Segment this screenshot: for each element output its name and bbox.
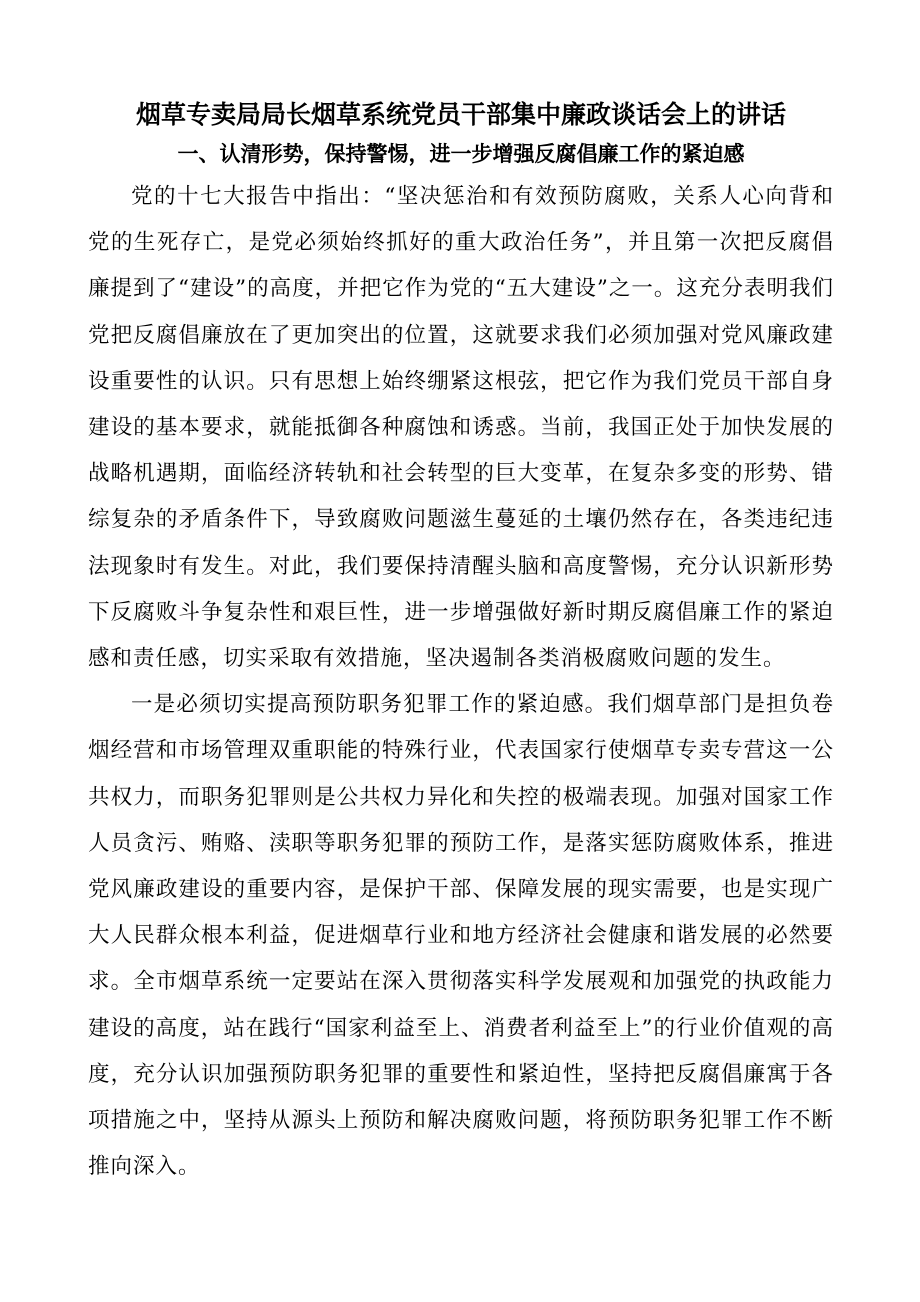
- document-title: 烟草专卖局局长烟草系统党员干部集中廉政谈话会上的讲话: [135, 100, 786, 129]
- body-paragraph-1: 党的十七大报告中指出：“坚决惩治和有效预防腐败，关系人心向背和党的生死存亡，是党必须始终抓好的重大政治任务”，并且第一次把反腐倡廉提到了“建设”的高度，并把它作为党的“五大建设”之一。这充分表明我们党把反腐倡廉放在了更加突出的位置，这就要求我们必须加强对党风廉政建设重要性的认识。只有思想上始终绷紧这根弦，把它作为我们党员干部自身建设的基本要求，就能抵御各种腐蚀和诱惑。当前，我国正处于加快发展的战略机遇期，面临经济转轨和社会转型的巨大变革，在复杂多变的形势、错综复杂的矛盾条件下，导致腐败问题滋生蔓延的土壤仍然存在，各类违纪违法现象时有发生。对此，我们要保持清醒头脑和高度警惕，充分认识新形势下反腐败斗争复杂性和艰巨性，进一步增强做好新时期反腐倡廉工作的紧迫感和责任感，切实采取有效措施，坚决遏制各类消极腐败问题的发生。: [88, 184, 834, 672]
- section-heading: 一、认清形势，保持警惕，进一步增强反腐倡廉工作的紧迫感: [177, 141, 745, 166]
- body-paragraph-2: 一是必须切实提高预防职务犯罪工作的紧迫感。我们烟草部门是担负卷烟经营和市场管理双重职能的特殊行业，代表国家行使烟草专卖专营这一公共权力，而职务犯罪则是公共权力异化和失控的极端表现。加强对国家工作人员贪污、贿赂、渎职等职务犯罪的预防工作，是落实惩防腐败体系，推进党风廉政建设的重要内容，是保护干部、保障发展的现实需要，也是实现广大人民群众根本利益，促进烟草行业和地方经济社会健康和谐发展的必然要求。全市烟草系统一定要站在深入贯彻落实科学发展观和加强党的执政能力建设的高度，站在践行“国家利益至上、消费者利益至上”的行业价值观的高度，充分认识加强预防职务犯罪的重要性和紧迫性，坚持把反腐倡廉寓于各项措施之中，坚持从源头上预防和解决腐败问题，将预防职务犯罪工作不断推向深入。: [88, 692, 834, 1180]
